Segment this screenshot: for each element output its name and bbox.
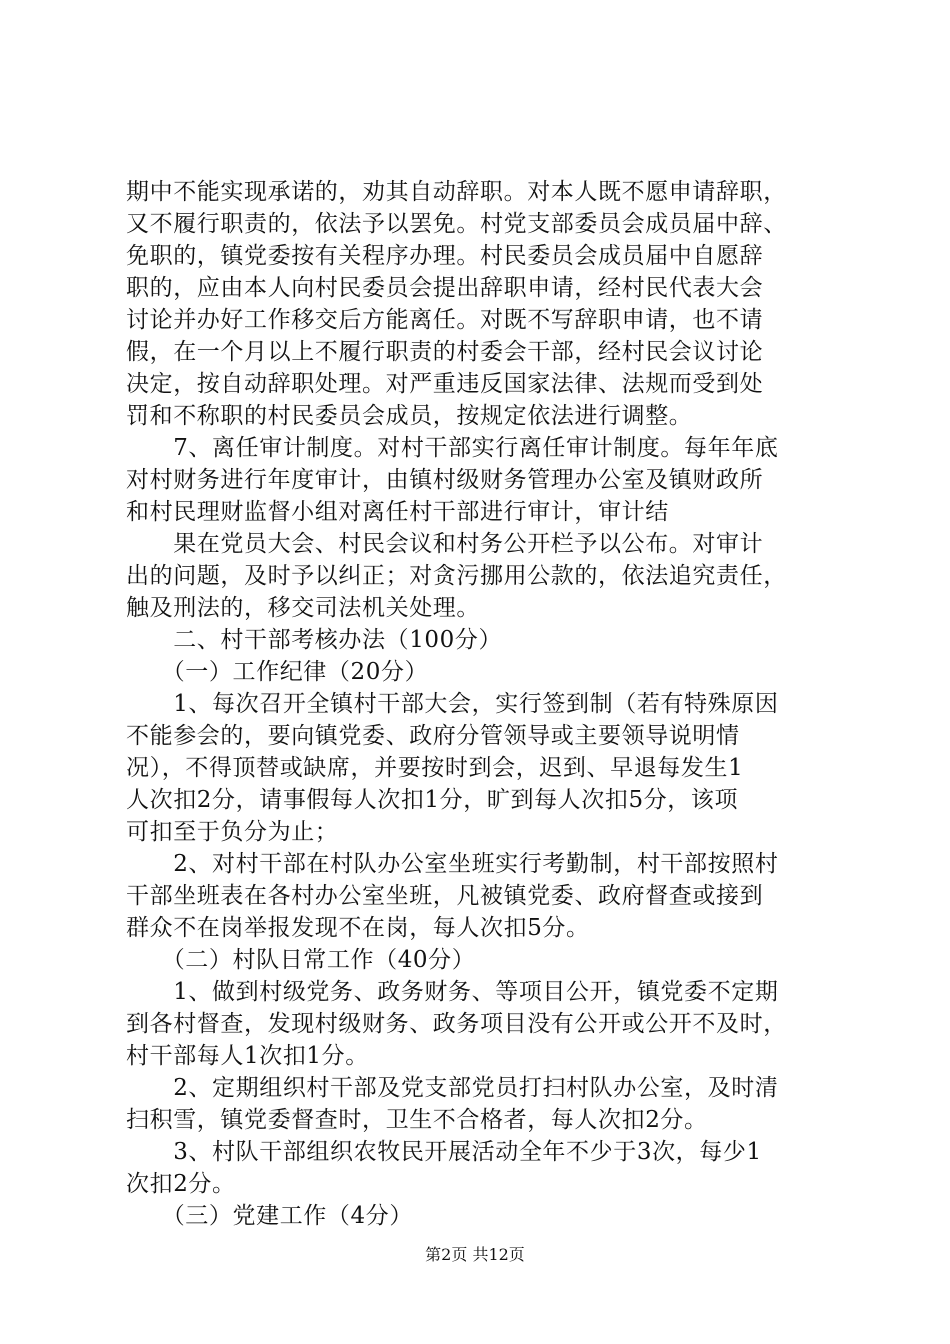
text-line: 对村财务进行年度审计，由镇村级财务管理办公室及镇财政所 bbox=[126, 467, 764, 493]
text-line: 和村民理财监督小组对离任村干部进行审计，审计结 bbox=[126, 499, 669, 525]
text-line: 2、定期组织村干部及党支部党员打扫村队办公室，及时清 bbox=[126, 1075, 779, 1101]
text-line: 1、做到村级党务、政务财务、等项目公开，镇党委不定期 bbox=[126, 979, 779, 1005]
text-line: 触及刑法的，移交司法机关处理。 bbox=[126, 595, 480, 621]
page-number: 第2页 共12页 bbox=[425, 1245, 525, 1264]
text-line: 村干部每人1次扣1分。 bbox=[126, 1043, 369, 1069]
text-line: 果在党员大会、村民会议和村务公开栏予以公布。对审计 bbox=[126, 531, 764, 557]
text-line: 干部坐班表在各村办公室坐班，凡被镇党委、政府督查或接到 bbox=[126, 883, 764, 909]
text-line: 群众不在岗举报发现不在岗，每人次扣5分。 bbox=[126, 915, 590, 941]
text-line: 况），不得顶替或缺席，并要按时到会，迟到、早退每发生1 bbox=[126, 755, 744, 781]
subsection-heading: （二）村队日常工作（40分） bbox=[126, 947, 476, 973]
text-line: 出的问题，及时予以纠正；对贪污挪用公款的，依法追究责任， bbox=[126, 563, 787, 589]
text-line: 罚和不称职的村民委员会成员，按规定依法进行调整。 bbox=[126, 403, 693, 429]
text-line: 假，在一个月以上不履行职责的村委会干部，经村民会议讨论 bbox=[126, 339, 764, 365]
text-line: 免职的，镇党委按有关程序办理。村民委员会成员届中自愿辞 bbox=[126, 243, 764, 269]
text-line: 7、离任审计制度。对村干部实行离任审计制度。每年年底 bbox=[126, 435, 779, 461]
text-line: 人次扣2分，请事假每人次扣1分，旷到每人次扣5分，该项 bbox=[126, 787, 739, 813]
text-line: 不能参会的，要向镇党委、政府分管领导或主要领导说明情 bbox=[126, 723, 740, 749]
document-body bbox=[126, 176, 838, 1232]
subsection-heading: （三）党建工作（4分） bbox=[126, 1203, 413, 1229]
text-line: 次扣2分。 bbox=[126, 1171, 236, 1197]
text-line: 职的，应由本人向村民委员会提出辞职申请，经村民代表大会 bbox=[126, 275, 764, 301]
text-line: 3、村队干部组织农牧民开展活动全年不少于3次，每少1 bbox=[126, 1139, 762, 1165]
section-heading: 二、村干部考核办法（100分） bbox=[126, 627, 503, 653]
text-line: 2、对村干部在村队办公室坐班实行考勤制，村干部按照村 bbox=[126, 851, 779, 877]
text-line: 讨论并办好工作移交后方能离任。对既不写辞职申请，也不请 bbox=[126, 307, 764, 333]
text-line: 到各村督查，发现村级财务、政务项目没有公开或公开不及时， bbox=[126, 1011, 787, 1037]
text-line: 又不履行职责的，依法予以罢免。村党支部委员会成员届中辞、 bbox=[126, 211, 787, 237]
text-line: 期中不能实现承诺的，劝其自动辞职。对本人既不愿申请辞职， bbox=[126, 179, 787, 205]
text-line: 1、每次召开全镇村干部大会，实行签到制（若有特殊原因 bbox=[126, 691, 779, 717]
text-line: 可扣至于负分为止； bbox=[126, 819, 339, 845]
text-line: 扫积雪，镇党委督查时，卫生不合格者，每人次扣2分。 bbox=[126, 1107, 708, 1133]
text-line: 决定，按自动辞职处理。对严重违反国家法律、法规而受到处 bbox=[126, 371, 764, 397]
subsection-heading: （一）工作纪律（20分） bbox=[126, 659, 429, 685]
